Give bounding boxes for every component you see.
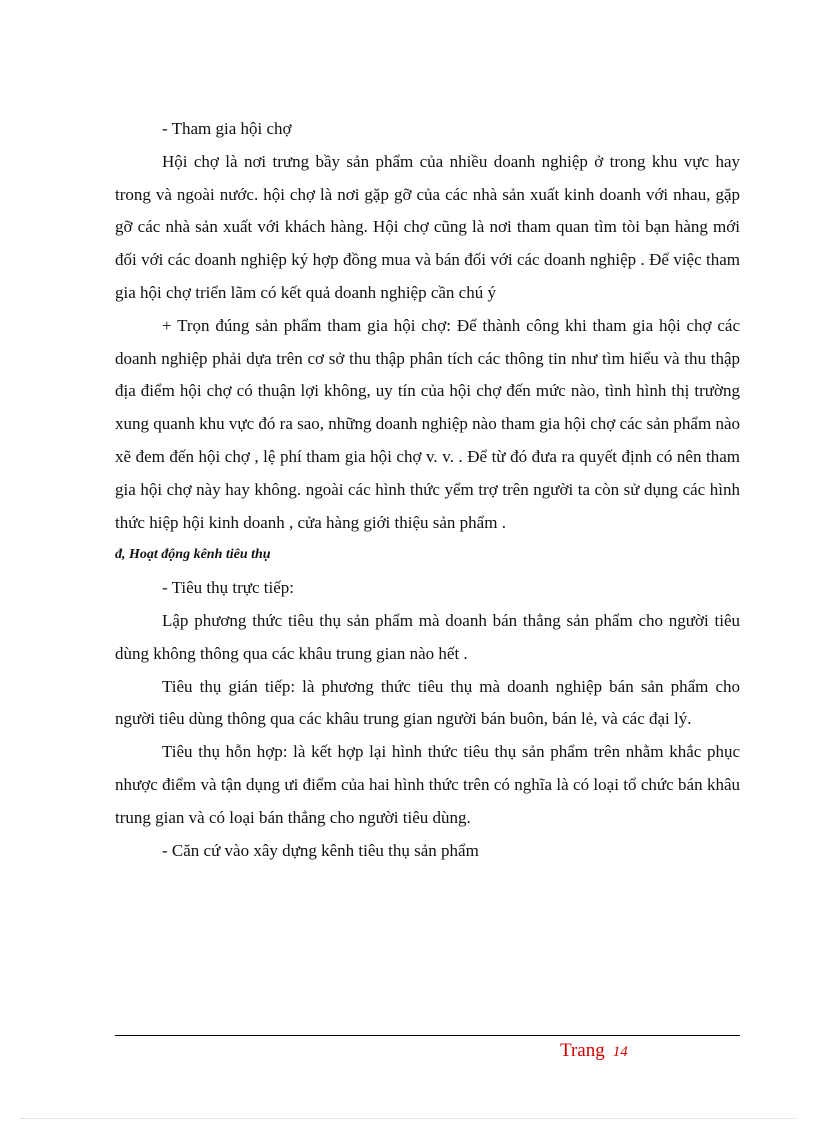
paragraph-mixed-sales: Tiêu thụ hỗn hợp: là kết hợp lại hình thức tiêu thụ sản phẩm trên nhằm khắc phục nhược điểm và tận dụng ưi điểm của hai hình thức trên có nghĩa là có loại tổ chức bán khâu trung gian và có loại bán thẳng cho người tiêu dùng. [115,742,740,827]
section-heading-sales-channels: đ, Hoạt động kênh tiêu thụ [115,547,271,563]
footer-page-number: 14 [612,1044,628,1060]
bullet-direct-sales: - Tiêu thụ trực tiếp: [162,578,294,598]
bullet-trade-fair: - Tham gia hội chợ [162,119,292,138]
paragraph-trade-fair-description: Hội chợ là nơi trưng bầy sản phẩm của nhiều doanh nghiệp ở trong khu vực hay trong và ngoài nước. hội chợ là nơi gặp gỡ của các nhà sản xuất kinh doanh với nhau, gặp gỡ các nhà sản xuất với khách hàng. Hội chợ cũng là nơi tham quan tìm tòi bạn hàng mới đối với các doanh nghiệp ký hợp đồng mua và bán đối với các doanh nghiệp . Để việc tham gia hội chợ triển lãm có kết quả doanh nghiệp cần chú ý [115,151,740,302]
bullet-channel-basis: - Căn cứ vào xây dựng kênh tiêu thụ sản phẩm [162,840,479,860]
paragraph-direct-sales: Lập phương thức tiêu thụ sản phẩm mà doanh bán thẳng sản phẩm cho người tiêu dùng không thông qua các khâu trung gian nào hết . [115,610,740,663]
footer-page-label: Trang [560,1040,605,1061]
paragraph-product-selection: + Trọn đúng sản phẩm tham gia hội chợ: Để thành công khi tham gia hội chợ các doanh nghiệp phải dựa trên cơ sở thu thập phân tích các thông tin như tìm hiểu và thu thập địa điểm hội chợ có thuận lợi không, uy tín của hội chợ đến mức nào, tình hình thị trường xung quanh khu vực đó ra sao, những doanh nghiệp nào tham gia hội chợ các sản phẩm nào xẽ đem đến hội chợ , lệ phí tham gia hội chợ v. v. . Để từ đó đưa ra quyết định có nên tham gia hội chợ này hay không. ngoài các hình thức yểm trợ trên người ta còn sử dụng các hình thức hiệp hội kinh doanh , cửa hàng giới thiệu sản phẩm . [115,315,740,532]
footer-divider [115,1035,740,1036]
page-bottom-border [20,1118,796,1119]
document-body [115,113,740,867]
paragraph-indirect-sales: Tiêu thụ gián tiếp: là phương thức tiêu thụ mà doanh nghiệp bán sản phẩm cho người tiêu dùng thông qua các khâu trung gian người bán buôn, bán lẻ, và các đại lý. [115,676,740,729]
page-footer [560,1040,628,1062]
